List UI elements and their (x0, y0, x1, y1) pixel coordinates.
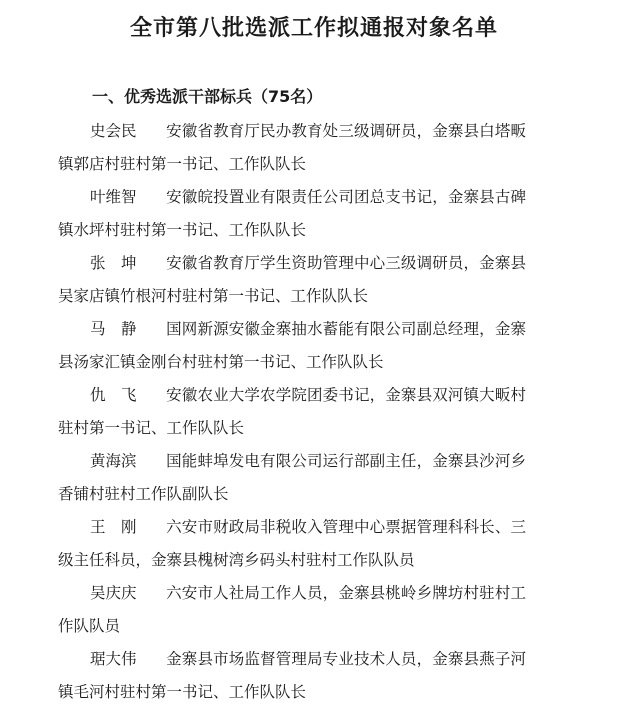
list-item (58, 313, 526, 379)
nominee-description: 安徽省教育厅民办教育处三级调研员，金寨县白塔畈镇郭店村驻村第一书记、工作队队长 (58, 122, 526, 173)
nominee-description: 国网新源安徽金寨抽水蓄能有限公司副总经理，金寨县汤家汇镇金刚台村驻村第一书记、工作队队长 (58, 320, 526, 371)
nominee-description: 安徽省教育厅学生资助管理中心三级调研员，金寨县吴家店镇竹根河村驻村第一书记、工作队队长 (58, 254, 526, 305)
section-heading: 一、优秀选派干部标兵（75名） (92, 87, 323, 106)
nominee-description: 六安市财政局非税收入管理中心票据管理科科长、三级主任科员，金寨县槐树湾乡码头村驻村工作队队员 (58, 518, 526, 569)
nominee-name: 黄海滨 (90, 452, 137, 470)
nominee-name: 王 刚 (90, 518, 137, 536)
nominee-name: 琚大伟 (90, 650, 137, 668)
list-item (58, 115, 526, 181)
nominee-name: 史会民 (90, 122, 137, 140)
list-item (58, 577, 526, 643)
nominee-list (58, 115, 526, 709)
nominee-name: 仇 飞 (90, 386, 137, 404)
nominee-description: 国能蚌埠发电有限公司运行部副主任，金寨县沙河乡香铺村驻村工作队副队长 (58, 452, 526, 503)
list-item (58, 511, 526, 577)
nominee-description: 安徽皖投置业有限责任公司团总支书记，金寨县古碑镇水坪村驻村第一书记、工作队队长 (58, 188, 526, 239)
nominee-name: 张 坤 (90, 254, 137, 272)
list-item (58, 181, 526, 247)
nominee-description: 金寨县市场监督管理局专业技术人员，金寨县燕子河镇毛河村驻村第一书记、工作队队长 (58, 650, 526, 701)
list-item (58, 643, 526, 709)
list-item (58, 445, 526, 511)
document-title: 全市第八批选派工作拟通报对象名单 (129, 16, 498, 41)
nominee-description: 六安市人社局工作人员，金寨县桃岭乡牌坊村驻村工作队队员 (58, 584, 526, 635)
nominee-name: 马 静 (90, 320, 137, 338)
nominee-name: 吴庆庆 (90, 584, 137, 602)
nominee-name: 叶维智 (90, 188, 137, 206)
list-item (58, 247, 526, 313)
nominee-description: 安徽农业大学农学院团委书记，金寨县双河镇大畈村驻村第一书记、工作队队长 (58, 386, 526, 437)
list-item (58, 379, 526, 445)
